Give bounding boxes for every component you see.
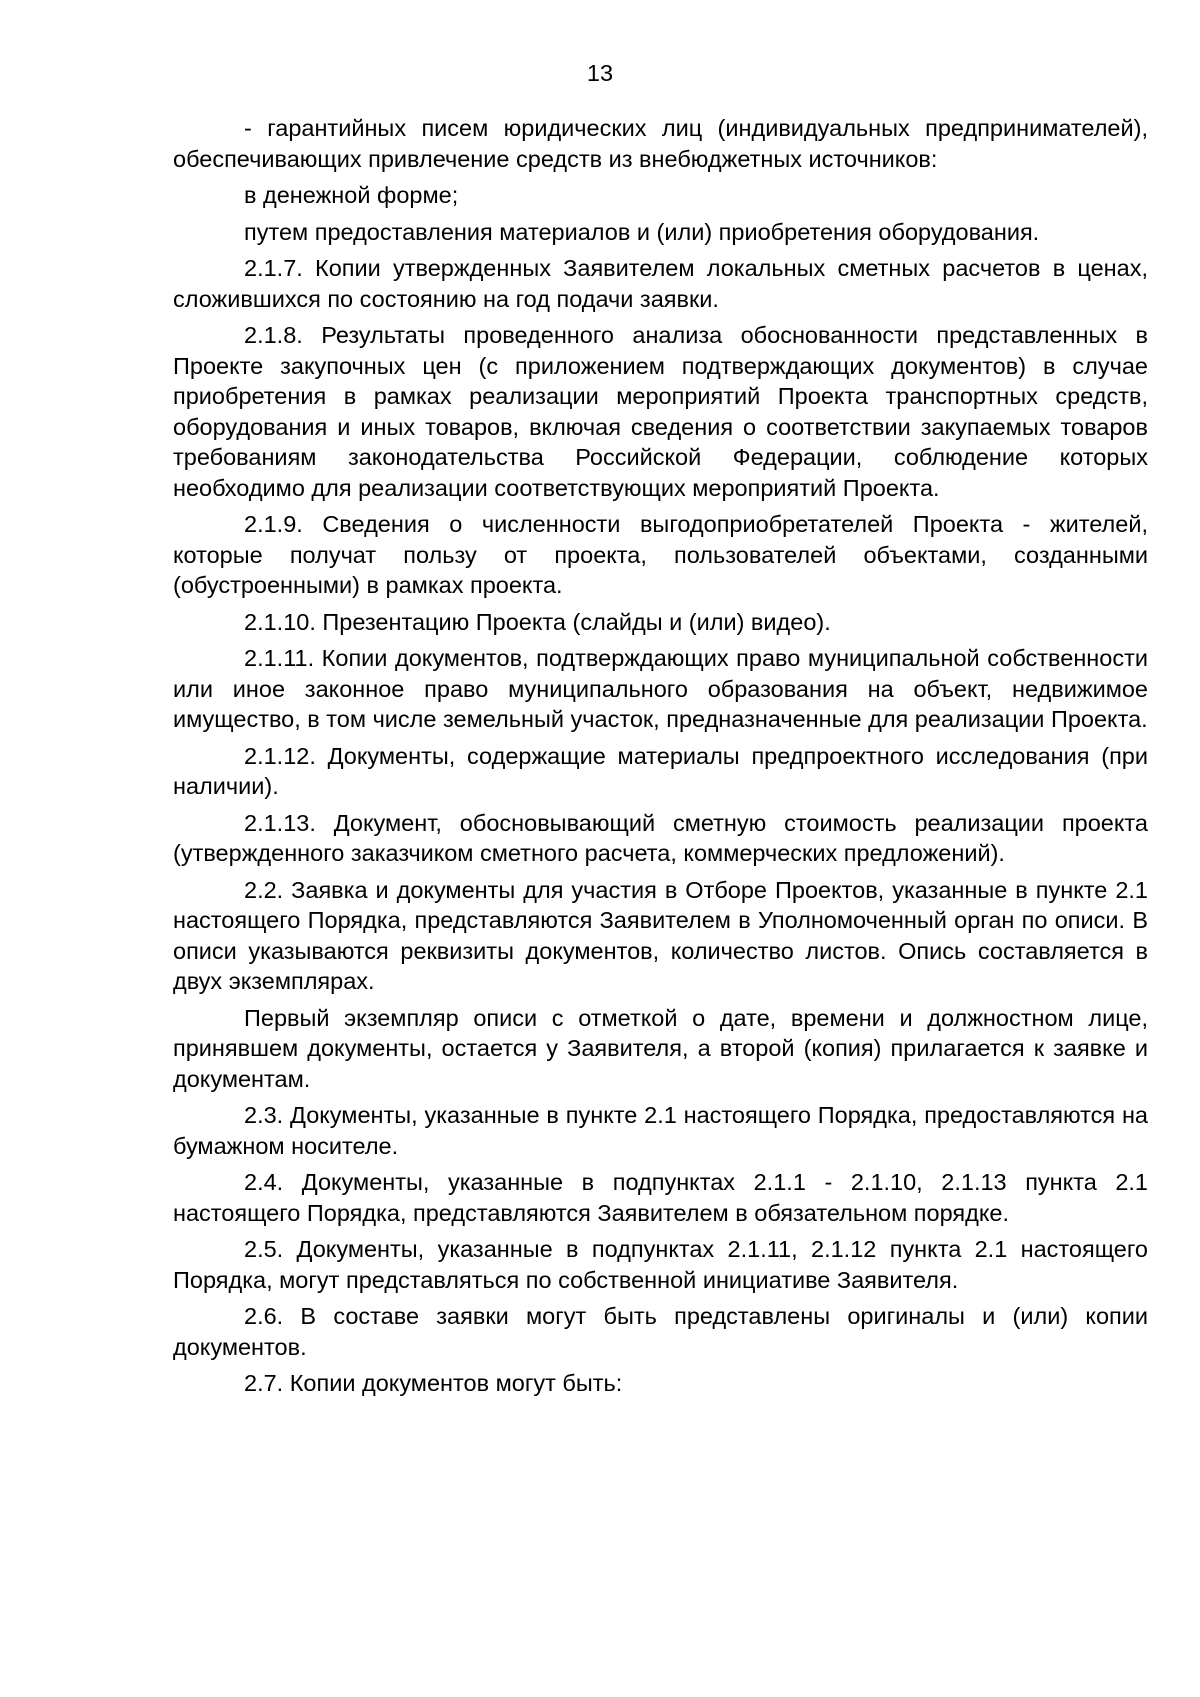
- paragraph-first-copy: Первый экземпляр описи с отметкой о дате, времени и должностном лице, принявшем документы, остается у Заявителя, а второй (копия) прилагается к заявке и документам.: [173, 1004, 1148, 1092]
- paragraph-2-1-13: 2.1.13. Документ, обосновывающий сметную стоимость реализации проекта (утвержденного заказчиком сметного расчета, коммерческих предложений).: [173, 809, 1148, 866]
- paragraph-2-7: 2.7. Копии документов могут быть:: [244, 1370, 623, 1396]
- paragraph-materials-equipment: путем предоставления материалов и (или) приобретения оборудования.: [244, 218, 1040, 245]
- paragraph-2-4: 2.4. Документы, указанные в подпунктах 2.1.1 - 2.1.10, 2.1.13 пункта 2.1 настоящего Порядка, представляются Заявителем в обязательном порядке.: [173, 1169, 1148, 1226]
- paragraph-2-6: 2.6. В составе заявки могут быть представлены оригиналы и (или) копии документов.: [173, 1303, 1148, 1360]
- document-body: [173, 113, 1148, 1405]
- paragraph-2-1-8: 2.1.8. Результаты проведенного анализа обоснованности представленных в Проекте закупочных цен (с приложением подтверждающих документов) в случае приобретения в рамках реализации мероприятий Проекта транспортных средств, оборудования и иных товаров, включая сведения о соответствии закупаемых товаров требованиям законодательства Российской Федерации, соблюдение которых необходимо для реализации соответствующих мероприятий Проекта.: [173, 322, 1148, 501]
- paragraph-2-1-11: 2.1.11. Копии документов, подтверждающих право муниципальной собственности или иное законное право муниципального образования на объект, недвижимое имущество, в том числе земельный участок, предназначенные для реализации Проекта.: [173, 645, 1148, 732]
- paragraph-2-2: 2.2. Заявка и документы для участия в Отборе Проектов, указанные в пункте 2.1 настоящего Порядка, представляются Заявителем в Уполномоченный орган по описи. В описи указываются реквизиты документов, количество листов. Опись составляется в двух экземплярах.: [173, 876, 1148, 994]
- page-number: 13: [586, 60, 614, 86]
- paragraph-cash-form: в денежной форме;: [244, 182, 459, 208]
- paragraph-2-3: 2.3. Документы, указанные в пункте 2.1 настоящего Порядка, предоставляются на бумажном носителе.: [173, 1102, 1148, 1159]
- paragraph-2-5: 2.5. Документы, указанные в подпунктах 2.1.11, 2.1.12 пункта 2.1 настоящего Порядка, могут представляться по собственной инициативе Заявителя.: [173, 1236, 1148, 1293]
- paragraph-2-1-7: 2.1.7. Копии утвержденных Заявителем локальных сметных расчетов в ценах, сложившихся по состоянию на год подачи заявки.: [173, 255, 1148, 312]
- paragraph-2-1-9: 2.1.9. Сведения о численности выгодоприобретателей Проекта - жителей, которые получат пользу от проекта, пользователей объектами, созданными (обустроенными) в рамках проекта.: [173, 511, 1148, 598]
- paragraph-2-1-12: 2.1.12. Документы, содержащие материалы предпроектного исследования (при наличии).: [173, 742, 1148, 799]
- paragraph-guarantee-letters: - гарантийных писем юридических лиц (индивидуальных предпринимателей), обеспечивающих привлечение средств из внебюджетных источников:: [173, 115, 1148, 172]
- paragraph-2-1-10: 2.1.10. Презентацию Проекта (слайды и (или) видео).: [244, 608, 831, 635]
